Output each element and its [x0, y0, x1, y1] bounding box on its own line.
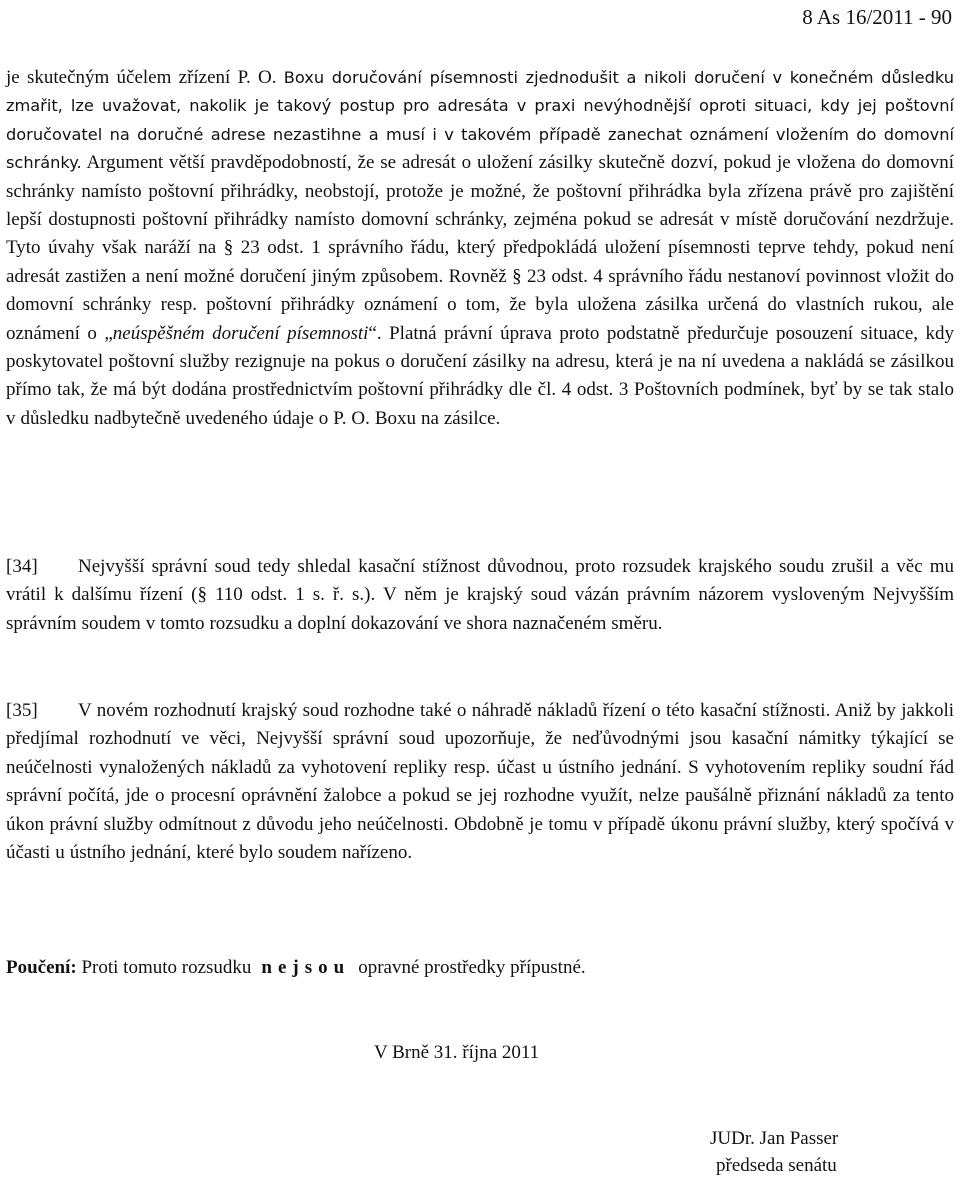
signatory-name: JUDr. Jan Passer	[710, 1128, 839, 1149]
notice-text-after: opravné prostředky přípustné.	[358, 957, 586, 978]
notice-text-before: Proti tomuto rozsudku	[81, 957, 252, 978]
paragraph-text-segment-sans: Boxu doručování písemnosti zjednodušit a nikoli doručení v konečném důsledku zmařit, lze uvažovat, nakolik je takový postup pro adresáta v praxi nevýhodnější oproti situaci, kdy jej poštovní doručovatel na doručné adrese nezastihne a musí i v takovém případě zanechat oznámení vložením do domovní schránky.	[6, 68, 955, 173]
paragraph-number: [35]	[6, 700, 38, 721]
legal-notice	[6, 954, 586, 982]
signatory-title: předseda senátu	[716, 1155, 837, 1176]
paragraph-text-segment: Argument větší pravděpodobností, že se adresát o uložení zásilky skutečně dozví, pokud je vložena do domovní schránky namísto poštovní přihrádky, neobstojí, protože je možné, že poštovní přihrádka byla zřízena právě pro zajištění lepší dostupnosti poštovní přihrádky namísto domovní schránky, zejména pokud se adresát v místě doručování nezdržuje. Tyto úvahy však naráží na § 23 odst. 1 správního řádu, který předpokládá uložení písemnosti teprve tehdy, pokud není adresát zastižen a není možné doručení jiným způsobem. Rovněž § 23 odst. 4 správního řádu nestanoví povinnost vložit do domovní schránky resp. poštovní přihrádky oznámení o tom, že byla uložena zásilka určená do vlastních rukou, ale oznámení o „	[6, 152, 954, 344]
paragraph-text-segment: “. Platná právní úprava proto podstatně předurčuje posouzení situace, kdy poskytovatel poštovní služby rezignuje na pokus o doručení zásilky na adresu, která je na ní uvedena a nakládá se zásilkou přímo tak, že má být dodána prostřednictvím poštovní přihrádky dle čl. 4 odst. 3 Poštovních podmínek, byť by se tak stalo v důsledku nadbytečně uvedeného údaje o P. O. Boxu na zásilce.	[6, 322, 954, 429]
paragraph-number: [34]	[6, 556, 38, 577]
notice-emphasis: nejsou	[261, 957, 351, 978]
paragraph-text: Nejvyšší správní soud tedy shledal kasační stížnost důvodnou, proto rozsudek krajského soudu zrušil a věc mu vrátil k dalšímu řízení (§ 110 odst. 1 s. ř. s.). V něm je krajský soud vázán právním názorem vysloveným Nejvyšším správním soudem v tomto rozsudku a doplní dokazování ve shora naznačeném směru.	[6, 556, 954, 634]
case-reference: 8 As 16/2011 - 90	[802, 5, 952, 29]
paragraph-text: V novém rozhodnutí krajský soud rozhodne také o náhradě nákladů řízení o této kasační stížnosti. Aniž by jakkoli předjímal rozhodnutí ve věci, Nejvyšší správní soud upozorňuje, že neďůvodnými jsou kasační námitky týkající se neúčelnosti vynaložených nákladů za vyhotovení repliky resp. účast u ústního jednání. S vyhotovením repliky soudní řád správní počítá, jde o procesní oprávnění žalobce a pokud se jej rozhodne využít, nelze paušálně přiznání nákladů za tento úkon právní služby odmítnout z důvodu jeho neúčelnosti. Obdobně je tomu v případě úkonu právní služby, který spočívá v účasti u ústního jednání, které bylo soudem nařízeno.	[6, 700, 954, 864]
paragraph-continuation	[6, 64, 954, 433]
paragraph-text-segment: je skutečným účelem zřízení P. O.	[6, 67, 284, 88]
dateline: V Brně 31. října 2011	[374, 1042, 540, 1063]
signature-block	[710, 1125, 838, 1179]
paragraph-34	[6, 553, 954, 638]
quoted-phrase: neúspěšném doručení písemnosti	[112, 322, 369, 344]
paragraph-35	[6, 697, 954, 867]
notice-label: Poučení:	[6, 957, 77, 978]
